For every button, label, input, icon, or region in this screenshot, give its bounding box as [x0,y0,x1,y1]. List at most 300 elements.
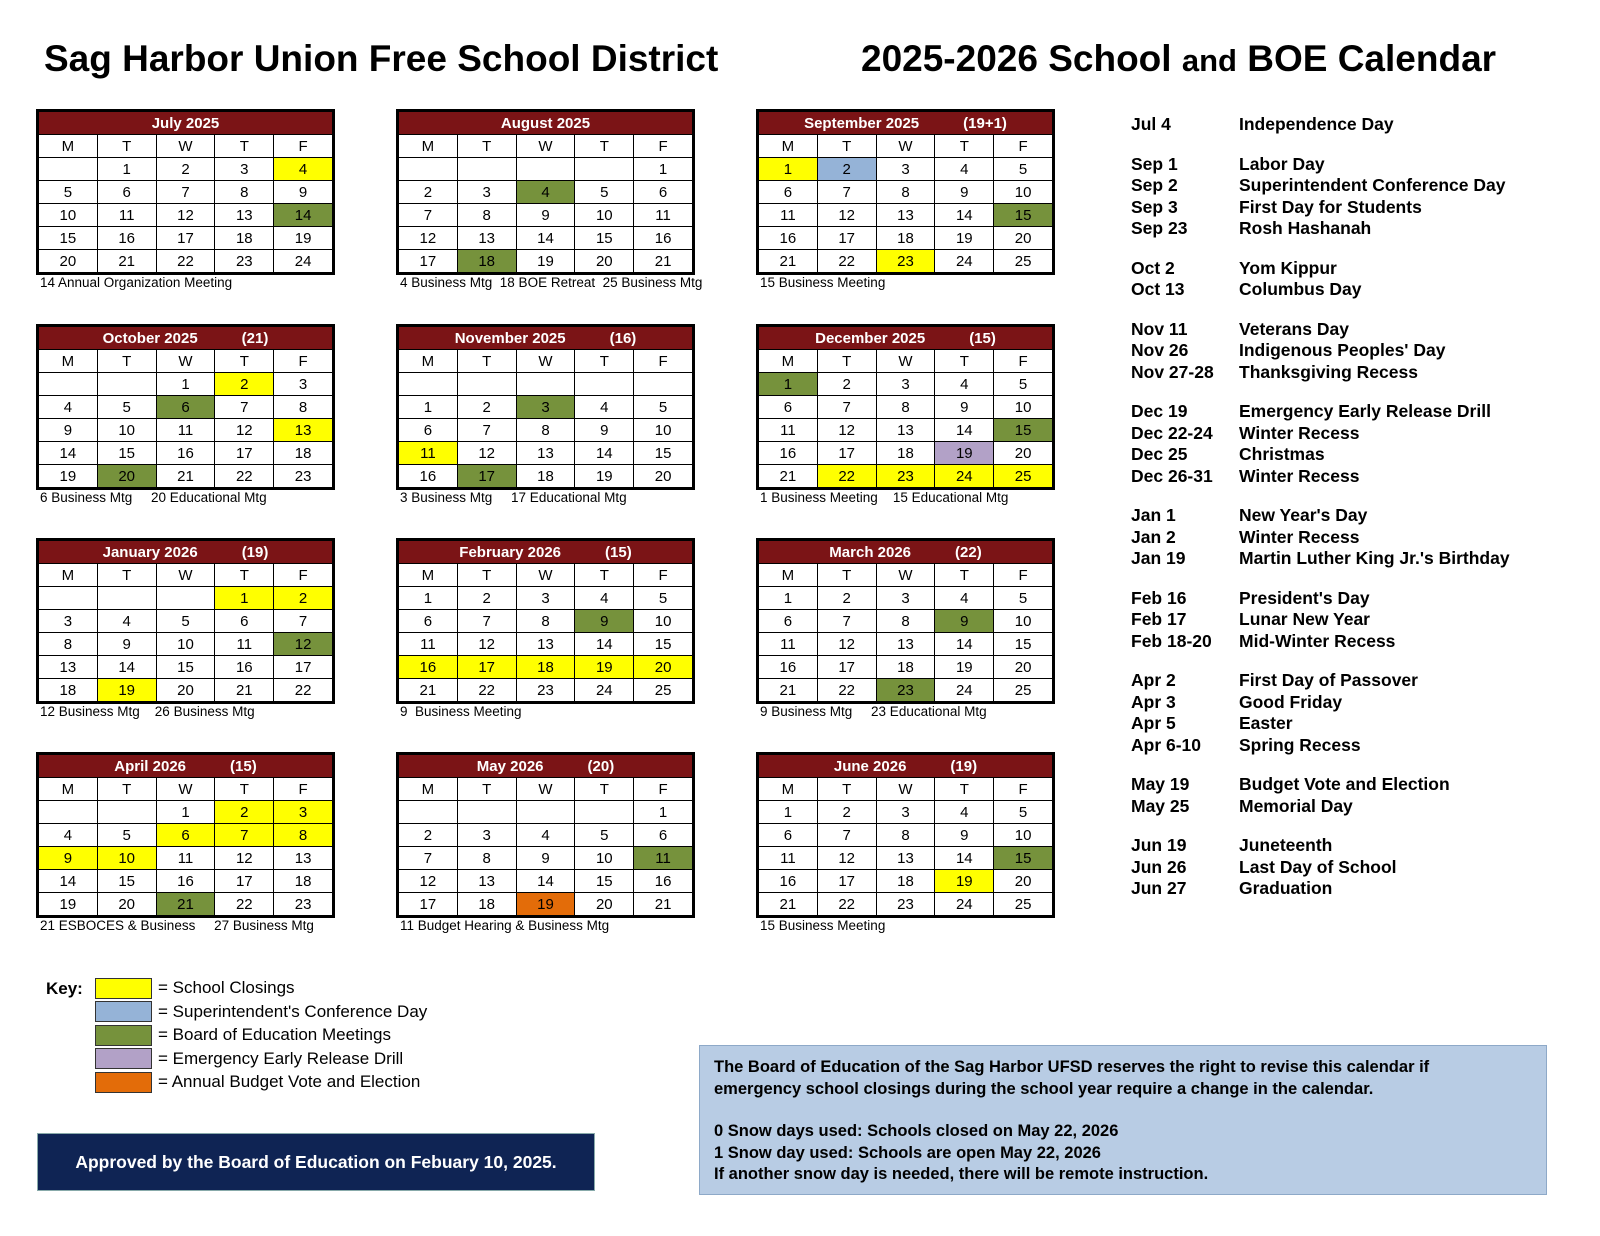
weekday-label: T [818,350,876,372]
event-group [1131,588,1571,653]
month-calendar [756,109,1055,275]
school-day-count: (15) [230,757,257,775]
day-grid [759,563,1052,701]
event-row [1131,713,1571,735]
key-item [95,1001,427,1023]
event-name: Mid-Winter Recess [1239,630,1396,651]
month-header [759,541,1052,563]
weekday-label: F [634,350,692,372]
day-cell: 12 [458,633,516,655]
weekday-label: W [517,135,575,157]
day-cell: 9 [575,610,633,632]
event-date: Sep 2 [1131,175,1178,196]
weekday-label: T [935,135,993,157]
event-date: Apr 2 [1131,670,1176,691]
day-cell: 12 [399,870,457,892]
weekday-label: M [39,135,97,157]
key-swatch [95,1001,152,1022]
day-cell: 8 [877,181,935,203]
event-date: Nov 27-28 [1131,361,1214,382]
day-cell: 10 [98,847,156,869]
event-name: Budget Vote and Election [1239,774,1450,795]
day-cell: 9 [935,824,993,846]
day-cell: 19 [575,465,633,487]
month-name: April 2026 [114,757,187,775]
day-cell: 1 [215,587,273,609]
day-cell: 13 [877,204,935,226]
day-cell: 20 [994,870,1052,892]
day-cell: 14 [39,870,97,892]
event-date: Jan 1 [1131,505,1176,526]
event-name: Superintendent Conference Day [1239,175,1506,196]
revision-notice [699,1045,1547,1195]
day-cell: 13 [877,419,935,441]
day-cell: 15 [575,227,633,249]
day-cell: 14 [935,419,993,441]
key-item [95,1024,391,1046]
day-cell: 10 [994,181,1052,203]
weekday-label: T [215,350,273,372]
day-cell: 22 [818,465,876,487]
day-cell: 7 [818,824,876,846]
key-text: = Superintendent's Conference Day [158,1001,428,1021]
notice-line: The Board of Education of the Sag Harbor UFSD reserves the right to revise this calendar if [714,1058,1430,1076]
day-cell: 2 [157,158,215,180]
day-cell: 22 [458,679,516,701]
day-cell: 24 [575,679,633,701]
day-cell: 11 [157,847,215,869]
day-cell: 6 [98,181,156,203]
day-cell: 18 [39,679,97,701]
day-cell: 3 [877,587,935,609]
weekday-label: F [634,135,692,157]
day-cell: 8 [274,396,332,418]
event-name: Christmas [1239,444,1325,465]
event-name: New Year's Day [1239,505,1368,526]
day-cell: 16 [98,227,156,249]
day-cell: 14 [935,633,993,655]
day-cell: 24 [935,893,993,915]
weekday-label: M [399,564,457,586]
day-cell: 11 [634,204,692,226]
day-cell: 18 [274,442,332,464]
event-name: Yom Kippur [1239,257,1337,278]
day-cell: 6 [399,610,457,632]
day-cell: 1 [399,587,457,609]
event-row [1131,878,1571,900]
event-row [1131,362,1571,384]
school-day-count: (21) [241,329,269,347]
month-note: 15 Business Meeting [760,275,886,290]
key-swatch [95,1048,152,1069]
day-grid [39,349,332,487]
day-cell: 21 [399,679,457,701]
day-cell: 12 [157,204,215,226]
weekday-label: M [39,778,97,800]
event-date: Dec 19 [1131,401,1188,422]
day-cell: 12 [818,204,876,226]
day-cell: 24 [274,250,332,272]
day-cell: 24 [935,465,993,487]
event-name: Indigenous Peoples' Day [1239,340,1446,361]
day-cell: 20 [634,656,692,678]
day-cell: 1 [759,158,817,180]
day-cell: 6 [759,824,817,846]
month-note: 3 Business Mtg 17 Educational Mtg [400,490,627,505]
day-cell: 17 [458,465,516,487]
day-cell: 6 [157,396,215,418]
day-cell: 17 [215,442,273,464]
day-cell: 16 [157,442,215,464]
empty-day-cell [458,158,516,180]
day-cell: 20 [994,656,1052,678]
day-cell: 2 [399,181,457,203]
school-day-count: (15) [605,543,632,561]
day-cell: 3 [517,587,575,609]
weekday-label: T [98,350,156,372]
day-cell: 15 [98,870,156,892]
day-cell: 8 [39,633,97,655]
month-calendar [36,109,335,275]
key-item [95,1071,420,1093]
day-cell: 14 [517,870,575,892]
weekday-label: W [517,778,575,800]
month-header [759,327,1052,349]
day-cell: 14 [935,847,993,869]
month-calendar [756,324,1055,490]
day-cell: 5 [157,610,215,632]
day-cell: 25 [994,250,1052,272]
day-cell: 1 [759,587,817,609]
day-cell: 23 [877,250,935,272]
day-cell: 11 [759,847,817,869]
day-cell: 23 [877,679,935,701]
event-row [1131,609,1571,631]
school-day-count: (19) [241,543,269,561]
empty-day-cell [575,801,633,823]
school-day-count: (15) [969,329,996,347]
school-day-count: (19+1) [963,114,1007,132]
district-title: Sag Harbor Union Free School District [44,38,719,79]
month-calendar [36,538,335,704]
day-cell: 3 [877,373,935,395]
day-cell: 12 [399,227,457,249]
month-calendar [756,538,1055,704]
day-cell: 6 [215,610,273,632]
weekday-label: T [98,135,156,157]
day-cell: 6 [759,181,817,203]
day-cell: 17 [458,656,516,678]
day-cell: 18 [877,227,935,249]
day-cell: 12 [818,419,876,441]
day-cell: 15 [98,442,156,464]
day-grid [399,349,692,487]
key-text: = School Closings [158,978,295,997]
weekday-label: F [994,135,1052,157]
day-grid [759,134,1052,272]
weekday-label: F [274,350,332,372]
day-cell: 13 [877,633,935,655]
day-grid [399,563,692,701]
day-cell: 1 [634,801,692,823]
day-cell: 1 [157,801,215,823]
day-cell: 5 [575,181,633,203]
day-cell: 5 [994,373,1052,395]
day-cell: 13 [39,656,97,678]
month-note: 14 Annual Organization Meeting [40,275,233,290]
empty-day-cell [39,373,97,395]
empty-day-cell [399,373,457,395]
month-header [399,541,692,563]
event-row [1131,670,1571,692]
event-date: Apr 5 [1131,713,1176,734]
event-name: Easter [1239,713,1293,734]
day-cell: 21 [759,465,817,487]
day-cell: 10 [994,610,1052,632]
key-swatch [95,1025,152,1046]
day-cell: 16 [634,227,692,249]
day-cell: 25 [994,893,1052,915]
day-cell: 10 [634,419,692,441]
weekday-label: T [935,778,993,800]
day-cell: 19 [39,465,97,487]
day-cell: 17 [818,656,876,678]
day-cell: 3 [877,158,935,180]
day-cell: 19 [98,679,156,701]
month-name: February 2026 [459,543,562,561]
event-name: Emergency Early Release Drill [1239,401,1491,422]
event-date: Jan 19 [1131,548,1186,569]
day-cell: 15 [634,633,692,655]
weekday-label: F [634,564,692,586]
day-cell: 7 [458,419,516,441]
day-cell: 15 [994,847,1052,869]
day-cell: 10 [575,204,633,226]
day-cell: 9 [274,181,332,203]
day-cell: 13 [458,227,516,249]
month-name: July 2025 [151,114,220,132]
empty-day-cell [39,587,97,609]
key-text: = Board of Education Meetings [158,1025,391,1044]
day-cell: 23 [877,893,935,915]
event-date: Apr 3 [1131,691,1176,712]
event-row [1131,548,1571,570]
weekday-label: T [818,778,876,800]
month-calendar [756,752,1055,918]
event-row [1131,258,1571,280]
month-note: 21 ESBOCES & Business 27 Business Mtg [40,918,314,933]
empty-day-cell [157,587,215,609]
day-cell: 14 [517,227,575,249]
event-group [1131,154,1571,240]
day-cell: 11 [399,633,457,655]
month-name: August 2025 [500,114,591,132]
event-date: Feb 18-20 [1131,630,1212,651]
day-cell: 9 [935,181,993,203]
event-name: Winter Recess [1239,422,1360,443]
weekday-label: F [994,564,1052,586]
event-name: Rosh Hashanah [1239,218,1372,239]
day-grid [759,777,1052,915]
notice-line: If another snow day is needed, there will be remote instruction. [714,1165,1209,1183]
day-cell: 18 [877,442,935,464]
day-cell: 18 [458,250,516,272]
event-row [1131,735,1571,757]
event-row [1131,218,1571,240]
day-cell: 2 [274,587,332,609]
weekday-label: M [39,350,97,372]
month-note: 1 Business Meeting 15 Educational Mtg [760,490,1009,505]
day-cell: 17 [157,227,215,249]
day-cell: 8 [877,824,935,846]
month-header [399,112,692,134]
day-cell: 9 [935,396,993,418]
day-grid [759,349,1052,487]
empty-day-cell [575,373,633,395]
day-cell: 21 [634,893,692,915]
weekday-label: F [274,135,332,157]
month-name: January 2026 [102,543,198,561]
event-row [1131,114,1571,136]
weekday-label: M [399,778,457,800]
day-cell: 1 [759,801,817,823]
weekday-label: F [634,778,692,800]
event-name: Winter Recess [1239,465,1360,486]
day-cell: 5 [994,587,1052,609]
day-cell: 15 [994,633,1052,655]
weekday-label: W [157,350,215,372]
month-header [39,755,332,777]
event-name: Labor Day [1239,153,1325,174]
day-cell: 14 [935,204,993,226]
event-row [1131,154,1571,176]
calendar-title-part-a: 2025-2026 School [861,38,1172,79]
day-cell: 5 [575,824,633,846]
month-name: March 2026 [829,543,912,561]
month-name: September 2025 [804,114,920,132]
weekday-label: T [818,135,876,157]
day-cell: 9 [575,419,633,441]
month-name: June 2026 [833,757,907,775]
event-row [1131,527,1571,549]
month-header [759,755,1052,777]
holiday-event-list [1131,114,1571,918]
day-cell: 4 [575,587,633,609]
event-group [1131,401,1571,487]
day-cell: 1 [399,396,457,418]
event-date: Sep 3 [1131,196,1178,217]
month-header [39,112,332,134]
weekday-label: T [575,778,633,800]
event-name: Independence Day [1239,114,1394,135]
empty-day-cell [98,801,156,823]
approval-banner: Approved by the Board of Education on Febuary 10, 2025. [37,1133,595,1191]
day-cell: 8 [517,419,575,441]
weekday-label: M [759,135,817,157]
day-cell: 23 [274,893,332,915]
day-cell: 8 [517,610,575,632]
month-header [39,327,332,349]
day-cell: 15 [575,870,633,892]
event-row [1131,401,1571,423]
day-cell: 22 [818,893,876,915]
day-cell: 3 [458,824,516,846]
day-cell: 23 [517,679,575,701]
day-cell: 20 [575,250,633,272]
day-cell: 12 [274,633,332,655]
empty-day-cell [517,801,575,823]
day-cell: 16 [215,656,273,678]
day-cell: 22 [274,679,332,701]
day-cell: 13 [215,204,273,226]
month-note: 12 Business Mtg 26 Business Mtg [40,704,255,719]
event-row [1131,319,1571,341]
event-group [1131,774,1571,817]
weekday-label: T [215,135,273,157]
weekday-label: W [877,350,935,372]
day-cell: 20 [994,442,1052,464]
month-calendar [36,752,335,918]
day-cell: 18 [215,227,273,249]
weekday-label: T [98,778,156,800]
day-cell: 13 [274,419,332,441]
key-label: Key: [46,979,83,998]
day-cell: 22 [215,893,273,915]
weekday-label: T [818,564,876,586]
day-cell: 21 [759,893,817,915]
day-cell: 5 [98,396,156,418]
event-row [1131,423,1571,445]
day-cell: 9 [39,847,97,869]
day-cell: 4 [98,610,156,632]
day-cell: 9 [935,610,993,632]
weekday-label: T [935,564,993,586]
school-day-count: (19) [950,757,978,775]
day-cell: 23 [274,465,332,487]
day-cell: 9 [98,633,156,655]
weekday-label: T [215,778,273,800]
day-cell: 21 [98,250,156,272]
event-date: May 25 [1131,795,1190,816]
day-cell: 17 [818,227,876,249]
event-date: Jul 4 [1131,114,1171,135]
event-date: Apr 6-10 [1131,734,1202,755]
day-cell: 21 [157,893,215,915]
day-cell: 18 [877,656,935,678]
day-cell: 4 [935,587,993,609]
weekday-label: W [877,564,935,586]
event-name: First Day for Students [1239,196,1422,217]
day-cell: 5 [39,181,97,203]
event-name: Juneteenth [1239,835,1333,856]
month-calendar [396,538,695,704]
school-day-count: (20) [587,757,615,775]
day-cell: 8 [877,610,935,632]
event-row [1131,279,1571,301]
empty-day-cell [517,373,575,395]
day-cell: 7 [818,396,876,418]
weekday-label: T [458,564,516,586]
event-row [1131,175,1571,197]
day-cell: 20 [157,679,215,701]
event-name: Good Friday [1239,691,1343,712]
day-cell: 4 [935,158,993,180]
month-note: 11 Budget Hearing & Business Mtg [400,918,610,933]
event-date: Sep 1 [1131,153,1178,174]
event-row [1131,692,1571,714]
day-cell: 4 [274,158,332,180]
day-cell: 19 [935,656,993,678]
